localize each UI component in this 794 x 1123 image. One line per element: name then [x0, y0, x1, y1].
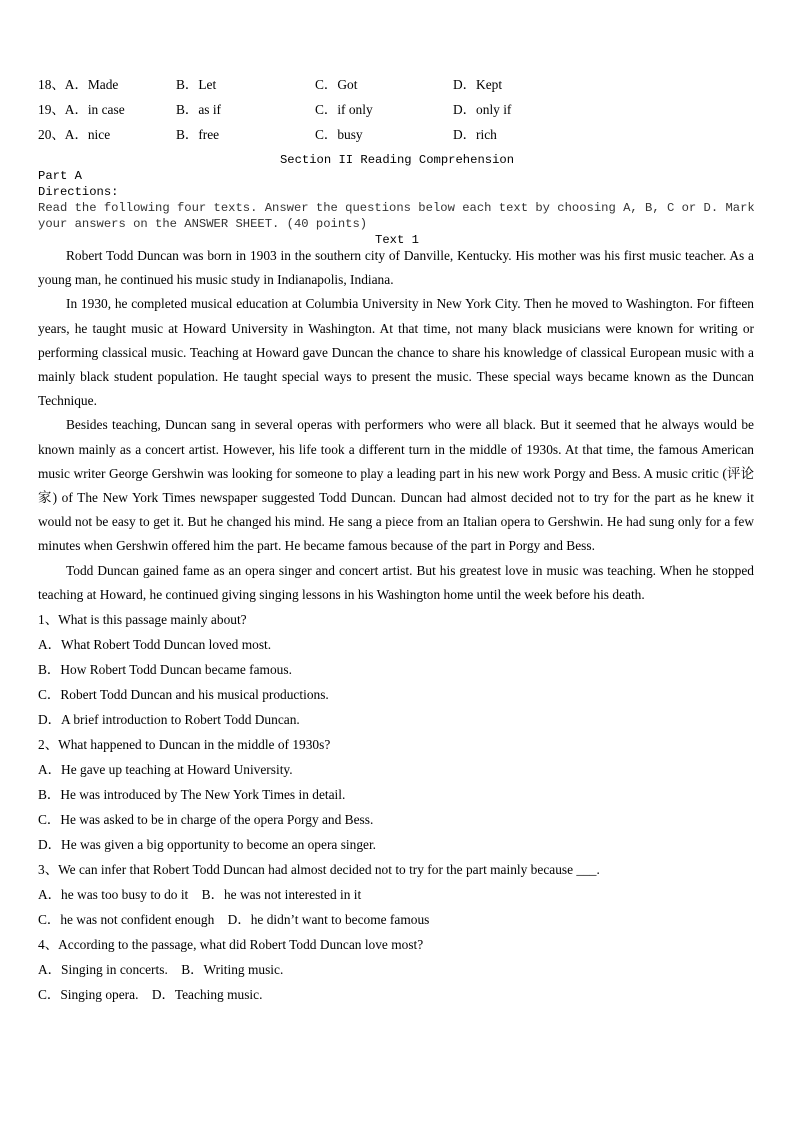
answer-option: C．he was not confident enough D．he didn’t want to become famous [38, 912, 430, 928]
answer-option: A．He gave up teaching at Howard University. [38, 762, 293, 778]
answer-option: B．He was introduced by The New York Times in detail. [38, 787, 346, 803]
section-title: Section II Reading Comprehension [279, 153, 515, 167]
question-4: 4、According to the passage, what did Robert Todd Duncan love most? [38, 937, 424, 953]
option-c: C．if only [315, 102, 373, 117]
option-a: 19、A．in case [38, 102, 125, 117]
part-heading: Part A [38, 169, 82, 183]
paragraph: Todd Duncan gained fame as an opera singer and concert artist. But his greatest love in music was teaching. When he stopped teaching at Howard, he continued giving singing lessons in his Washington home until the week before his death. [38, 562, 754, 602]
paragraph: Besides teaching, Duncan sang in several operas with performers who were all black. But it seemed that he always would be known mainly as a concert artist. However, his life took a different turn in the middle of 1930s. At that time, the famous American music writer George Gershwin was looking for someone to play a leading part in his new work Porgy and Bess. A music critic (评论家) of The New York Times newspaper suggested Todd Duncan. Duncan had almost decided not to try for the part as he knew it would not be easy to get it. But he changed his mind. He sang a piece from an Italian opera to Gershwin. He had sung only for a few minutes when Gershwin offered him the part. He became famous because of the part in Porgy and Bess. [38, 417, 754, 554]
answer-option: A．Singing in concerts. B．Writing music. [38, 962, 284, 978]
option-a: 18、A．Made [38, 77, 119, 92]
answer-option: C．He was asked to be in charge of the opera Porgy and Bess. [38, 812, 374, 828]
questions [38, 607, 754, 1007]
option-c: C．Got [315, 77, 358, 92]
question-1: 1、What is this passage mainly about? [38, 612, 247, 628]
directions-label: Directions: [38, 185, 119, 199]
paragraph: Robert Todd Duncan was born in 1903 in the southern city of Danville, Kentucky. His mother was his first music teacher. As a young man, he continued his music study in Indianapolis, Indiana. [38, 248, 754, 288]
answer-option: C．Singing opera. D．Teaching music. [38, 987, 263, 1003]
answer-option: B．How Robert Todd Duncan became famous. [38, 662, 292, 678]
option-d: D．rich [453, 127, 497, 142]
answer-option: C．Robert Todd Duncan and his musical productions. [38, 687, 329, 703]
option-b: B．free [176, 127, 220, 142]
question-3: 3、We can infer that Robert Todd Duncan had almost decided not to try for the part mainly because ___. [38, 862, 600, 878]
passage [38, 244, 754, 1007]
directions-text: Read the following four texts. Answer the questions below each text by choosing A, B, C or D. Mark your answers on the ANSWER SHEET. (40 points) [38, 201, 755, 231]
option-d: D．only if [453, 102, 512, 117]
option-c: C．busy [315, 127, 363, 142]
paragraph: In 1930, he completed musical education at Columbia University in New York City. Then he moved to Washington. For fifteen years, he taught music at Howard University in Washington. At that time, not many black musicians were known for writing or performing classical music. Teaching at Howard gave Duncan the chance to share his knowledge of classical European music with a mainly black student population. He taught special ways to present the music. These special ways became known as the Duncan Technique. [38, 296, 754, 409]
answer-option: A．What Robert Todd Duncan loved most. [38, 637, 272, 653]
option-a: 20、A．nice [38, 127, 111, 142]
option-b: B．as if [176, 102, 222, 117]
answer-option: A．he was too busy to do it B．he was not interested in it [38, 887, 362, 903]
question-2: 2、What happened to Duncan in the middle of 1930s? [38, 737, 331, 753]
text-title: Text 1 [375, 233, 419, 247]
answer-option: D．A brief introduction to Robert Todd Duncan. [38, 712, 300, 728]
answer-option: D．He was given a big opportunity to become an opera singer. [38, 837, 377, 853]
option-b: B．Let [176, 77, 217, 92]
option-d: D．Kept [453, 77, 503, 92]
